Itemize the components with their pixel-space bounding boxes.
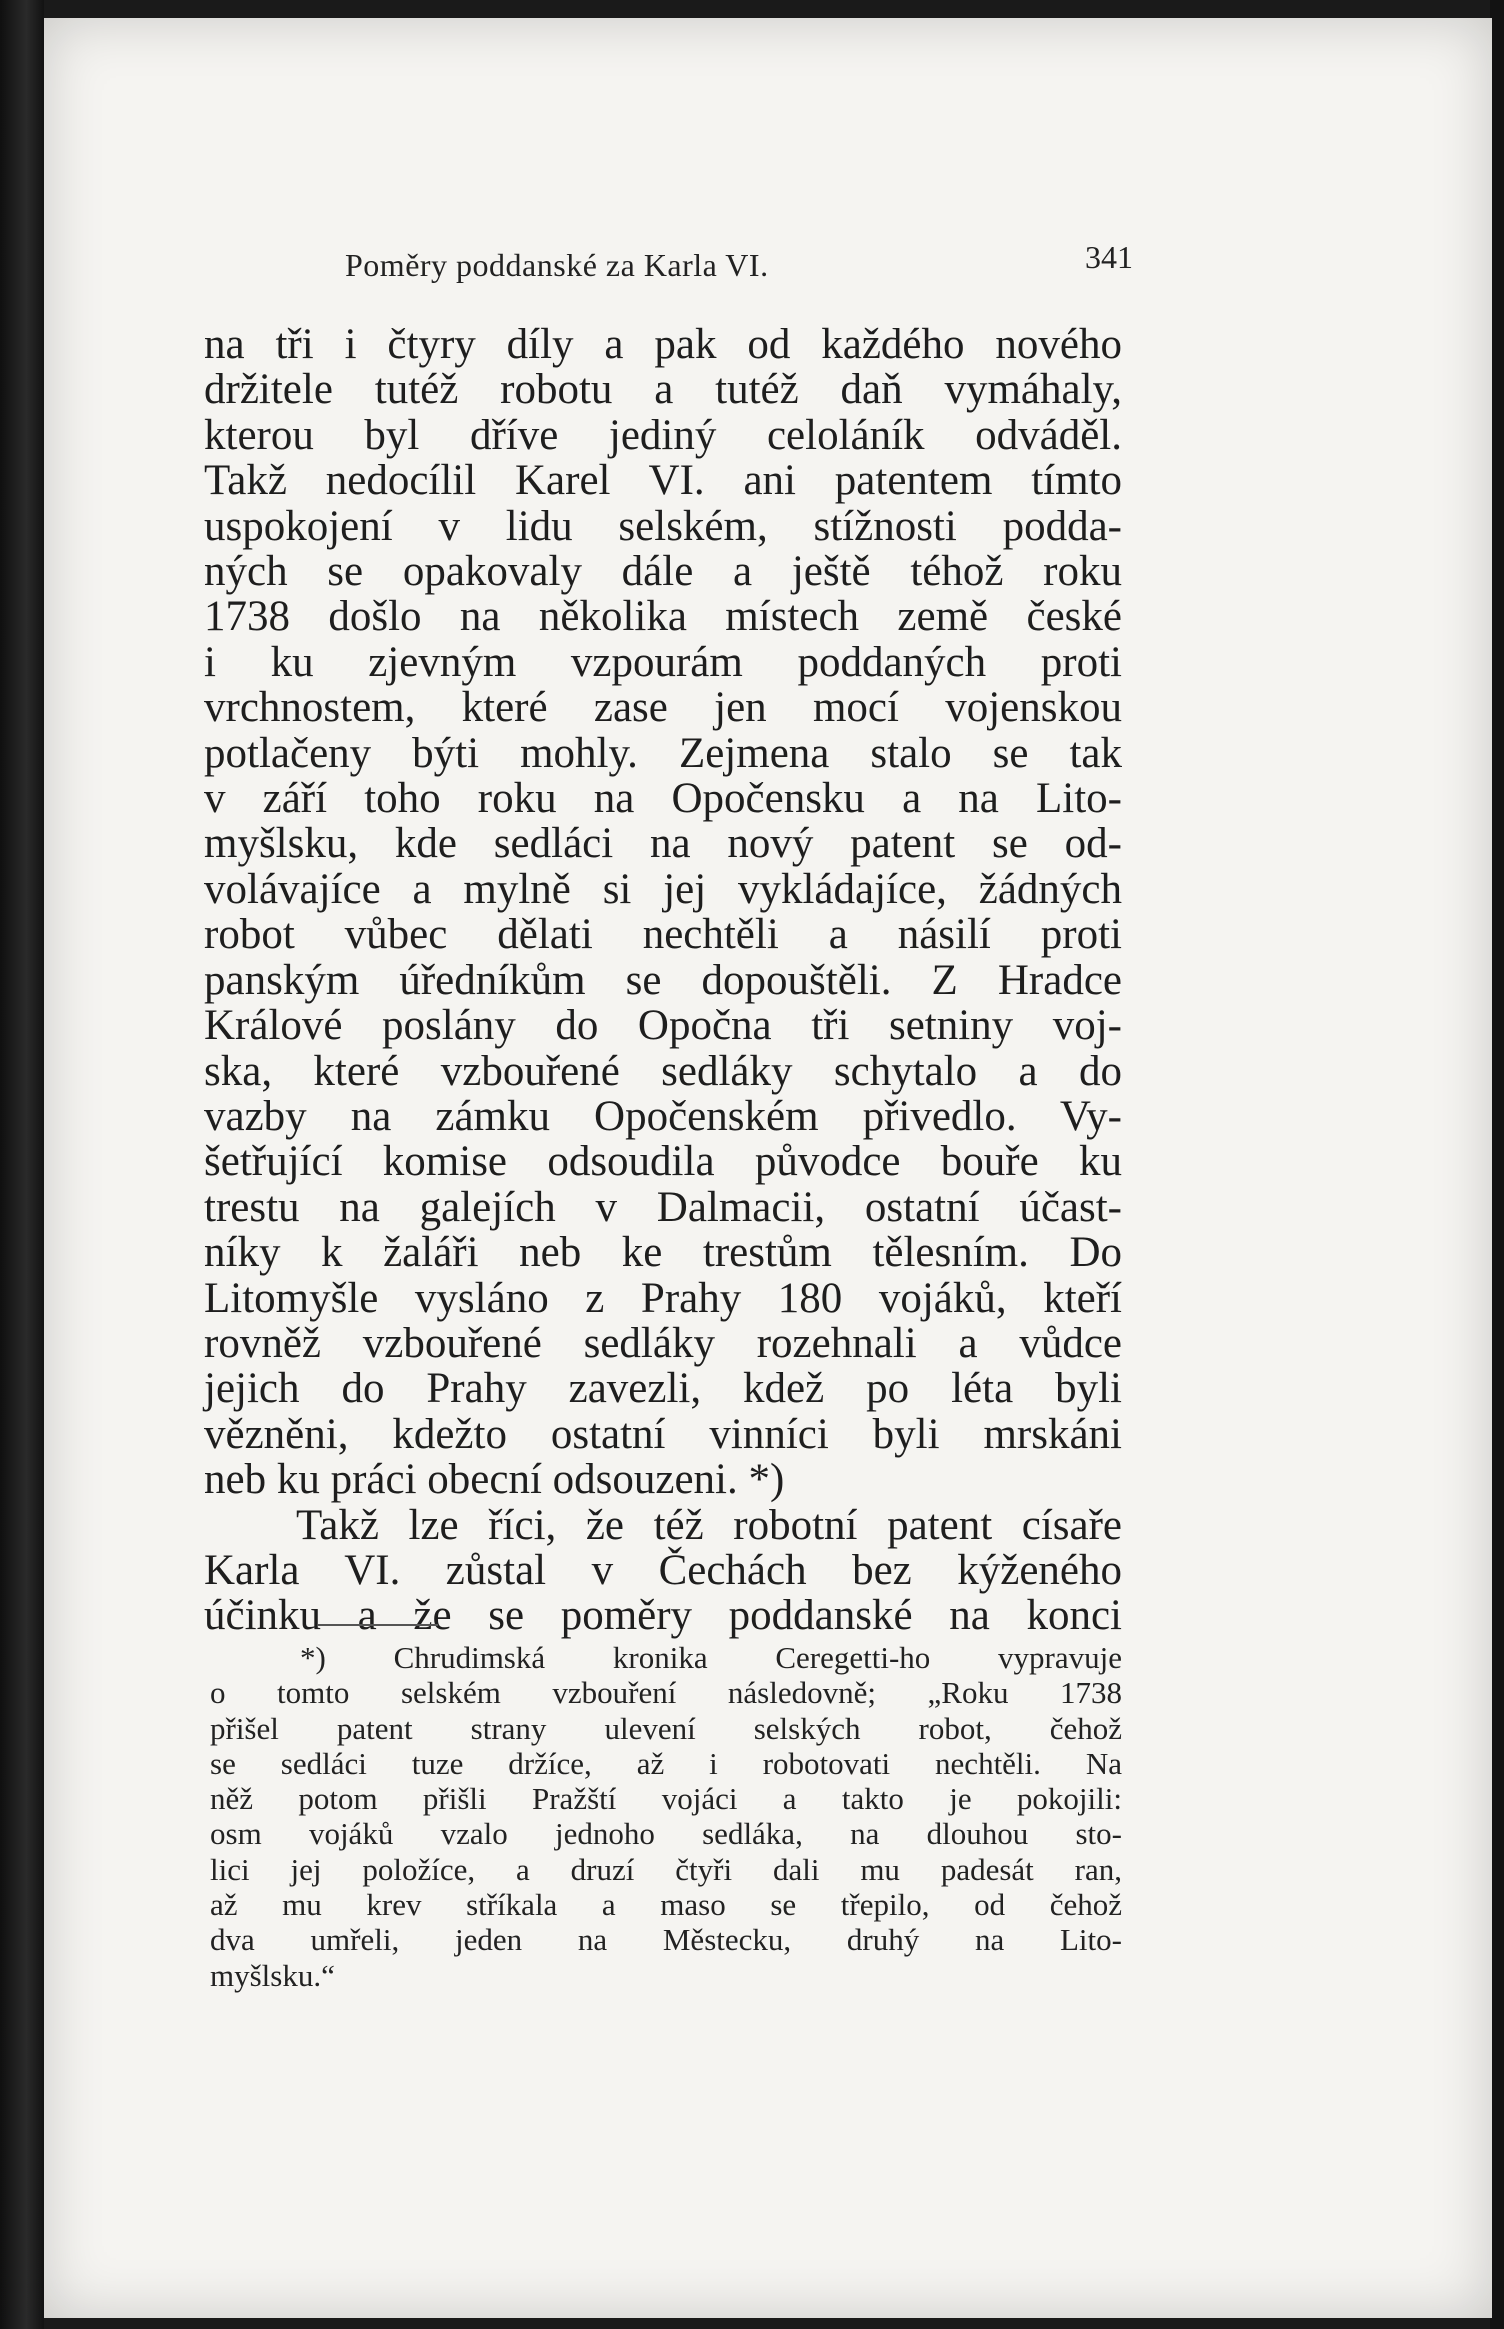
text-line: vězněni, kdežto ostatní vinníci byli mrskáni: [204, 1410, 1122, 1458]
text-line: uspokojení v lidu selském, stížnosti podda-: [204, 502, 1122, 550]
text-line: i ku zjevným vzpourám poddaných proti: [204, 638, 1122, 686]
footnote-line: o tomto selském vzbouření následovně; „Roku 1738: [210, 1675, 1122, 1711]
footnote-line: se sedláci tuze držíce, až i robotovati nechtěli. Na: [210, 1745, 1122, 1781]
text-line: na tři i čtyry díly a pak od každého nového: [204, 321, 1122, 368]
footnote-line: lici jej položíce, a druzí čtyři dali mu padesát ran,: [210, 1851, 1122, 1887]
text-line: níky k žaláři neb ke trestům tělesním. Do: [204, 1229, 1122, 1277]
main-text: [204, 322, 1122, 1639]
running-title: Poměry poddanské za Karla VI.: [345, 247, 769, 283]
text-line: myšlsku, kde sedláci na nový patent se od-: [204, 820, 1122, 868]
page-edge: [1490, 0, 1504, 2329]
text-line: Karla VI. zůstal v Čechách bez kýženého: [204, 1546, 1122, 1594]
footnote-line: dva umřeli, jeden na Městecku, druhý na Lito-: [210, 1922, 1122, 1958]
footnote-line: až mu krev stříkala a maso se třepilo, od čehož: [210, 1887, 1122, 1923]
footnote-line: něž potom přišli Pražští vojáci a takto je pokojili:: [210, 1781, 1122, 1817]
footnote-line: přišel patent strany ulevení selských robot, čehož: [210, 1710, 1122, 1746]
footnote-line: osm vojáků vzalo jednoho sedláka, na dlouhou sto-: [210, 1816, 1122, 1852]
text-line: vrchnostem, které zase jen mocí vojenskou: [204, 684, 1122, 732]
footnote: [210, 1640, 1122, 1993]
book-gutter: [0, 0, 44, 2329]
text-line: držitele tutéž robotu a tutéž daň vymáhaly,: [204, 366, 1122, 414]
page-number: 341: [1085, 239, 1133, 275]
footnote-line: myšlsku.“: [210, 1957, 335, 1993]
text-line: ných se opakovaly dále a ještě téhož roku: [204, 548, 1122, 596]
text-line: v září toho roku na Opočensku a na Lito-: [204, 775, 1122, 823]
text-line: robot vůbec dělati nechtěli a násilí proti: [204, 911, 1122, 959]
text-line: panským úředníkům se dopouštěli. Z Hradce: [204, 956, 1122, 1004]
footnote-separator: [318, 1624, 438, 1626]
text-line: kterou byl dříve jediný celoláník odváděl.: [204, 411, 1122, 459]
text-line: jejich do Prahy zavezli, kdež po léta byli: [204, 1365, 1122, 1413]
text-line: Takž nedocílil Karel VI. ani patentem tímto: [204, 457, 1122, 505]
text-line: ska, které vzbouřené sedláky schytalo a do: [204, 1047, 1122, 1095]
text-line: Litomyšle vysláno z Prahy 180 vojáků, kteří: [204, 1274, 1122, 1322]
text-line: účinku a že se poměry poddanské na konci: [204, 1592, 1122, 1640]
text-line: šetřující komise odsoudila původce bouře ku: [204, 1138, 1122, 1186]
text-line: 1738 došlo na několika místech země české: [204, 593, 1122, 641]
text-line: vazby na zámku Opočenském přivedlo. Vy-: [204, 1092, 1122, 1140]
text-line: neb ku práci obecní odsouzeni. *): [204, 1456, 785, 1504]
text-line: Takž lze říci, že též robotní patent císaře: [296, 1501, 1122, 1549]
text-line: volávajíce a mylně si jej vykládajíce, žádných: [204, 865, 1122, 913]
text-line: rovněž vzbouřené sedláky rozehnali a vůdce: [204, 1319, 1122, 1367]
text-line: Králové poslány do Opočna tři setniny voj-: [204, 1002, 1122, 1050]
footnote-line: *) Chrudimská kronika Ceregetti-ho vypravuje: [300, 1640, 1122, 1675]
text-line: trestu na galejích v Dalmacii, ostatní účast-: [204, 1183, 1122, 1231]
text-line: potlačeny býti mohly. Zejmena stalo se tak: [204, 729, 1122, 777]
